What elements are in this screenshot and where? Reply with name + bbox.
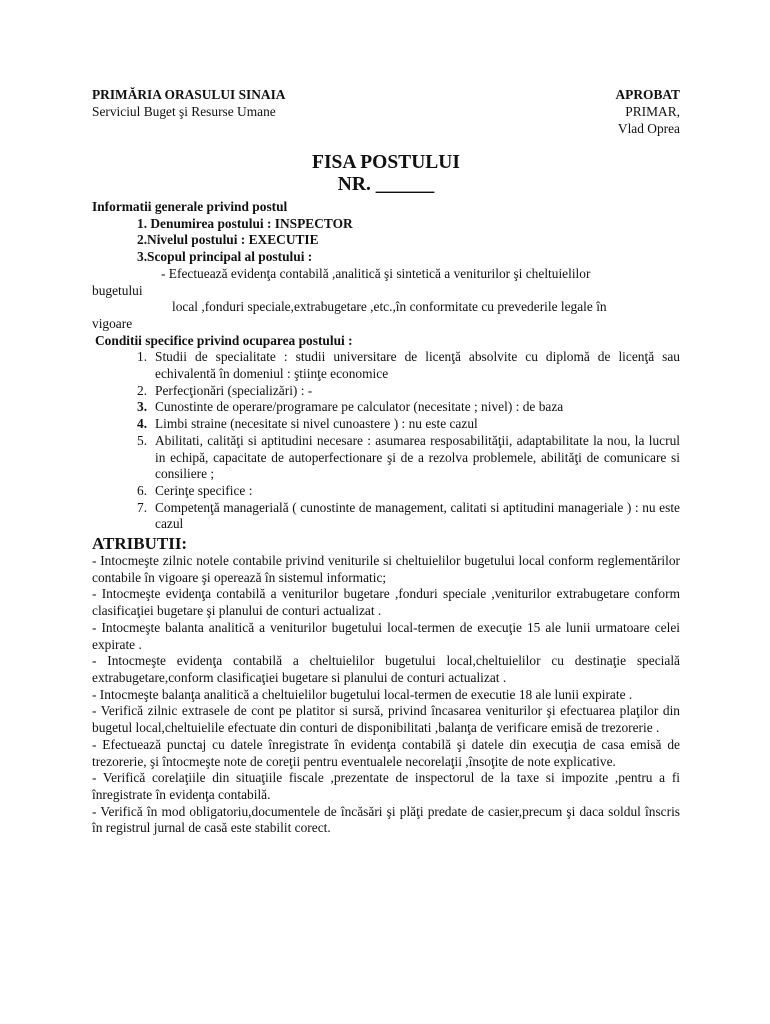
document-title: FISA POSTULUI [312,152,460,173]
document-number: NR. ______ [337,174,435,195]
department-name: Serviciul Buget şi Resurse Umane [92,104,276,119]
duty-item: - Intocmeşte evidenţa contabilă a cheltuielilor bugetului local,cheltuielilor cu destinaţie specială extrabugetare,conform clasificaţiei bugetare si planului de conturi actualizat . [92,653,680,685]
condition-text: Studii de specialitate : studii universitare de licenţă absolvite cu diplomă de licenţă sau echivalentă în domeniul : ştiinţe economice [155,349,680,382]
condition-number: 2. [137,382,148,398]
job-purpose-item: 3.Scopul principal al postului : [137,249,313,265]
approver-name: Vlad Oprea [617,121,680,136]
duty-item: - Efectuează punctaj cu datele înregistrate în evidenţa contabilă şi datele din execuţia de casa emisă de trezorerie, şi întocmeşte note de coreţii pentru eventualele necorelaţii ,însoţite de note explicative. [92,736,680,769]
duty-item: - Intocmeşte zilnic notele contabile privind veniturile si cheltuielilor bugetului local conform reglementărilor contabile în vigoare şi operează în sistemul informatic; [92,553,680,585]
approval-block [616,86,680,137]
duty-item: - Intocmeşte balanta analitică a veniturilor bugetului local-termen de execuţie 15 ale lunii urmatoare celei expirate . [92,619,680,652]
condition-item [137,416,680,433]
duties-list [92,553,680,837]
condition-item [137,433,680,483]
approved-label: APROBAT [615,87,680,102]
conditions-list [92,349,680,533]
institution-name: PRIMĂRIA ORASULUI SINAIA [92,87,286,102]
duty-item: - Verifică în mod obligatoriu,documentele de încăsări şi plăţi predate de casier,precum şi daca soldul înscris în registrul jurnal de casă este stabilit corect. [92,803,680,836]
duty-item: - Verifică zilnic extrasele de cont pe platitor si sursă, privind încasarea veniturilor şi efectuarea plaţilor din bugetul local,cheltuielile efectuate din conturi de disponibilitati ,balanţa de verificare emisă de trezorerie . [92,703,680,736]
job-level-item: 2.Nivelul postului : EXECUTIE [137,232,319,248]
condition-item [137,349,680,382]
header-left [92,86,285,120]
general-info-heading: Informatii generale privind postul [92,199,288,214]
job-purpose-line-4: vigoare [92,315,133,331]
condition-item [137,399,680,416]
condition-number: 7. [137,499,148,515]
job-title-item: 1. Denumirea postului : INSPECTOR [137,215,353,231]
condition-text: Cunostinte de operare/programare pe calculator (necesitate ; nivel) : de baza [155,399,564,415]
conditions-heading: Conditii specifice privind ocuparea postului : [95,332,353,348]
duties-heading: ATRIBUTII: [92,534,188,554]
duty-item: - Verifică corelaţiile din situaţiile fiscale ,prezentate de inspectorul de la taxe si impozite ,pentru a fi înregistrate în evidenţa contabilă. [92,770,680,802]
duty-item: - Intocmeşte evidenţa contabilă a veniturilor bugetare ,fonduri speciale ,veniturilor extrabugetare conform clasificaţiei bugetare şi planului de conturi actualizat . [92,586,680,619]
condition-number: 5. [137,432,148,448]
condition-number: 6. [137,482,148,498]
condition-number: 1. [137,349,148,365]
condition-text: Perfecţionări (specializări) : - [155,382,313,398]
job-purpose-line-2: bugetului [92,282,143,298]
document-body [92,199,680,837]
condition-item [137,500,680,533]
condition-text: Competenţă managerială ( cunostinte de management, calitati si aptitudini manageriale ) : nu este cazul [155,499,680,532]
job-purpose-line-1: - Efectuează evidenţa contabilă ,analitică şi sintetică a veniturilor şi cheltuielilor [161,265,591,281]
approver-role: PRIMAR, [625,104,680,119]
job-purpose-line-3: local ,fonduri speciale,extrabugetare ,etc.,în conformitate cu prevederile legale în [172,299,607,315]
condition-text: Abilitati, calităţi si aptitudini necesare : asumarea resposabilităţii, adaptabilitate la nou, la lucrul in echipă, capacitate de autoperfectionare şi de a rezolva problemele, abilităţi de comunicare si consiliere ; [155,432,680,482]
condition-item [137,483,680,500]
condition-text: Limbi straine (necesitate si nivel cunoastere ) : nu este cazul [155,416,478,432]
condition-number: 3. [137,399,148,415]
condition-number: 4. [137,416,148,432]
condition-item [137,383,680,400]
duty-item: - Intocmeşte balanţa analitică a cheltuielilor bugetului local-termen de executie 18 ale lunii expirate . [92,686,633,702]
condition-text: Cerinţe specifice : [155,482,253,498]
